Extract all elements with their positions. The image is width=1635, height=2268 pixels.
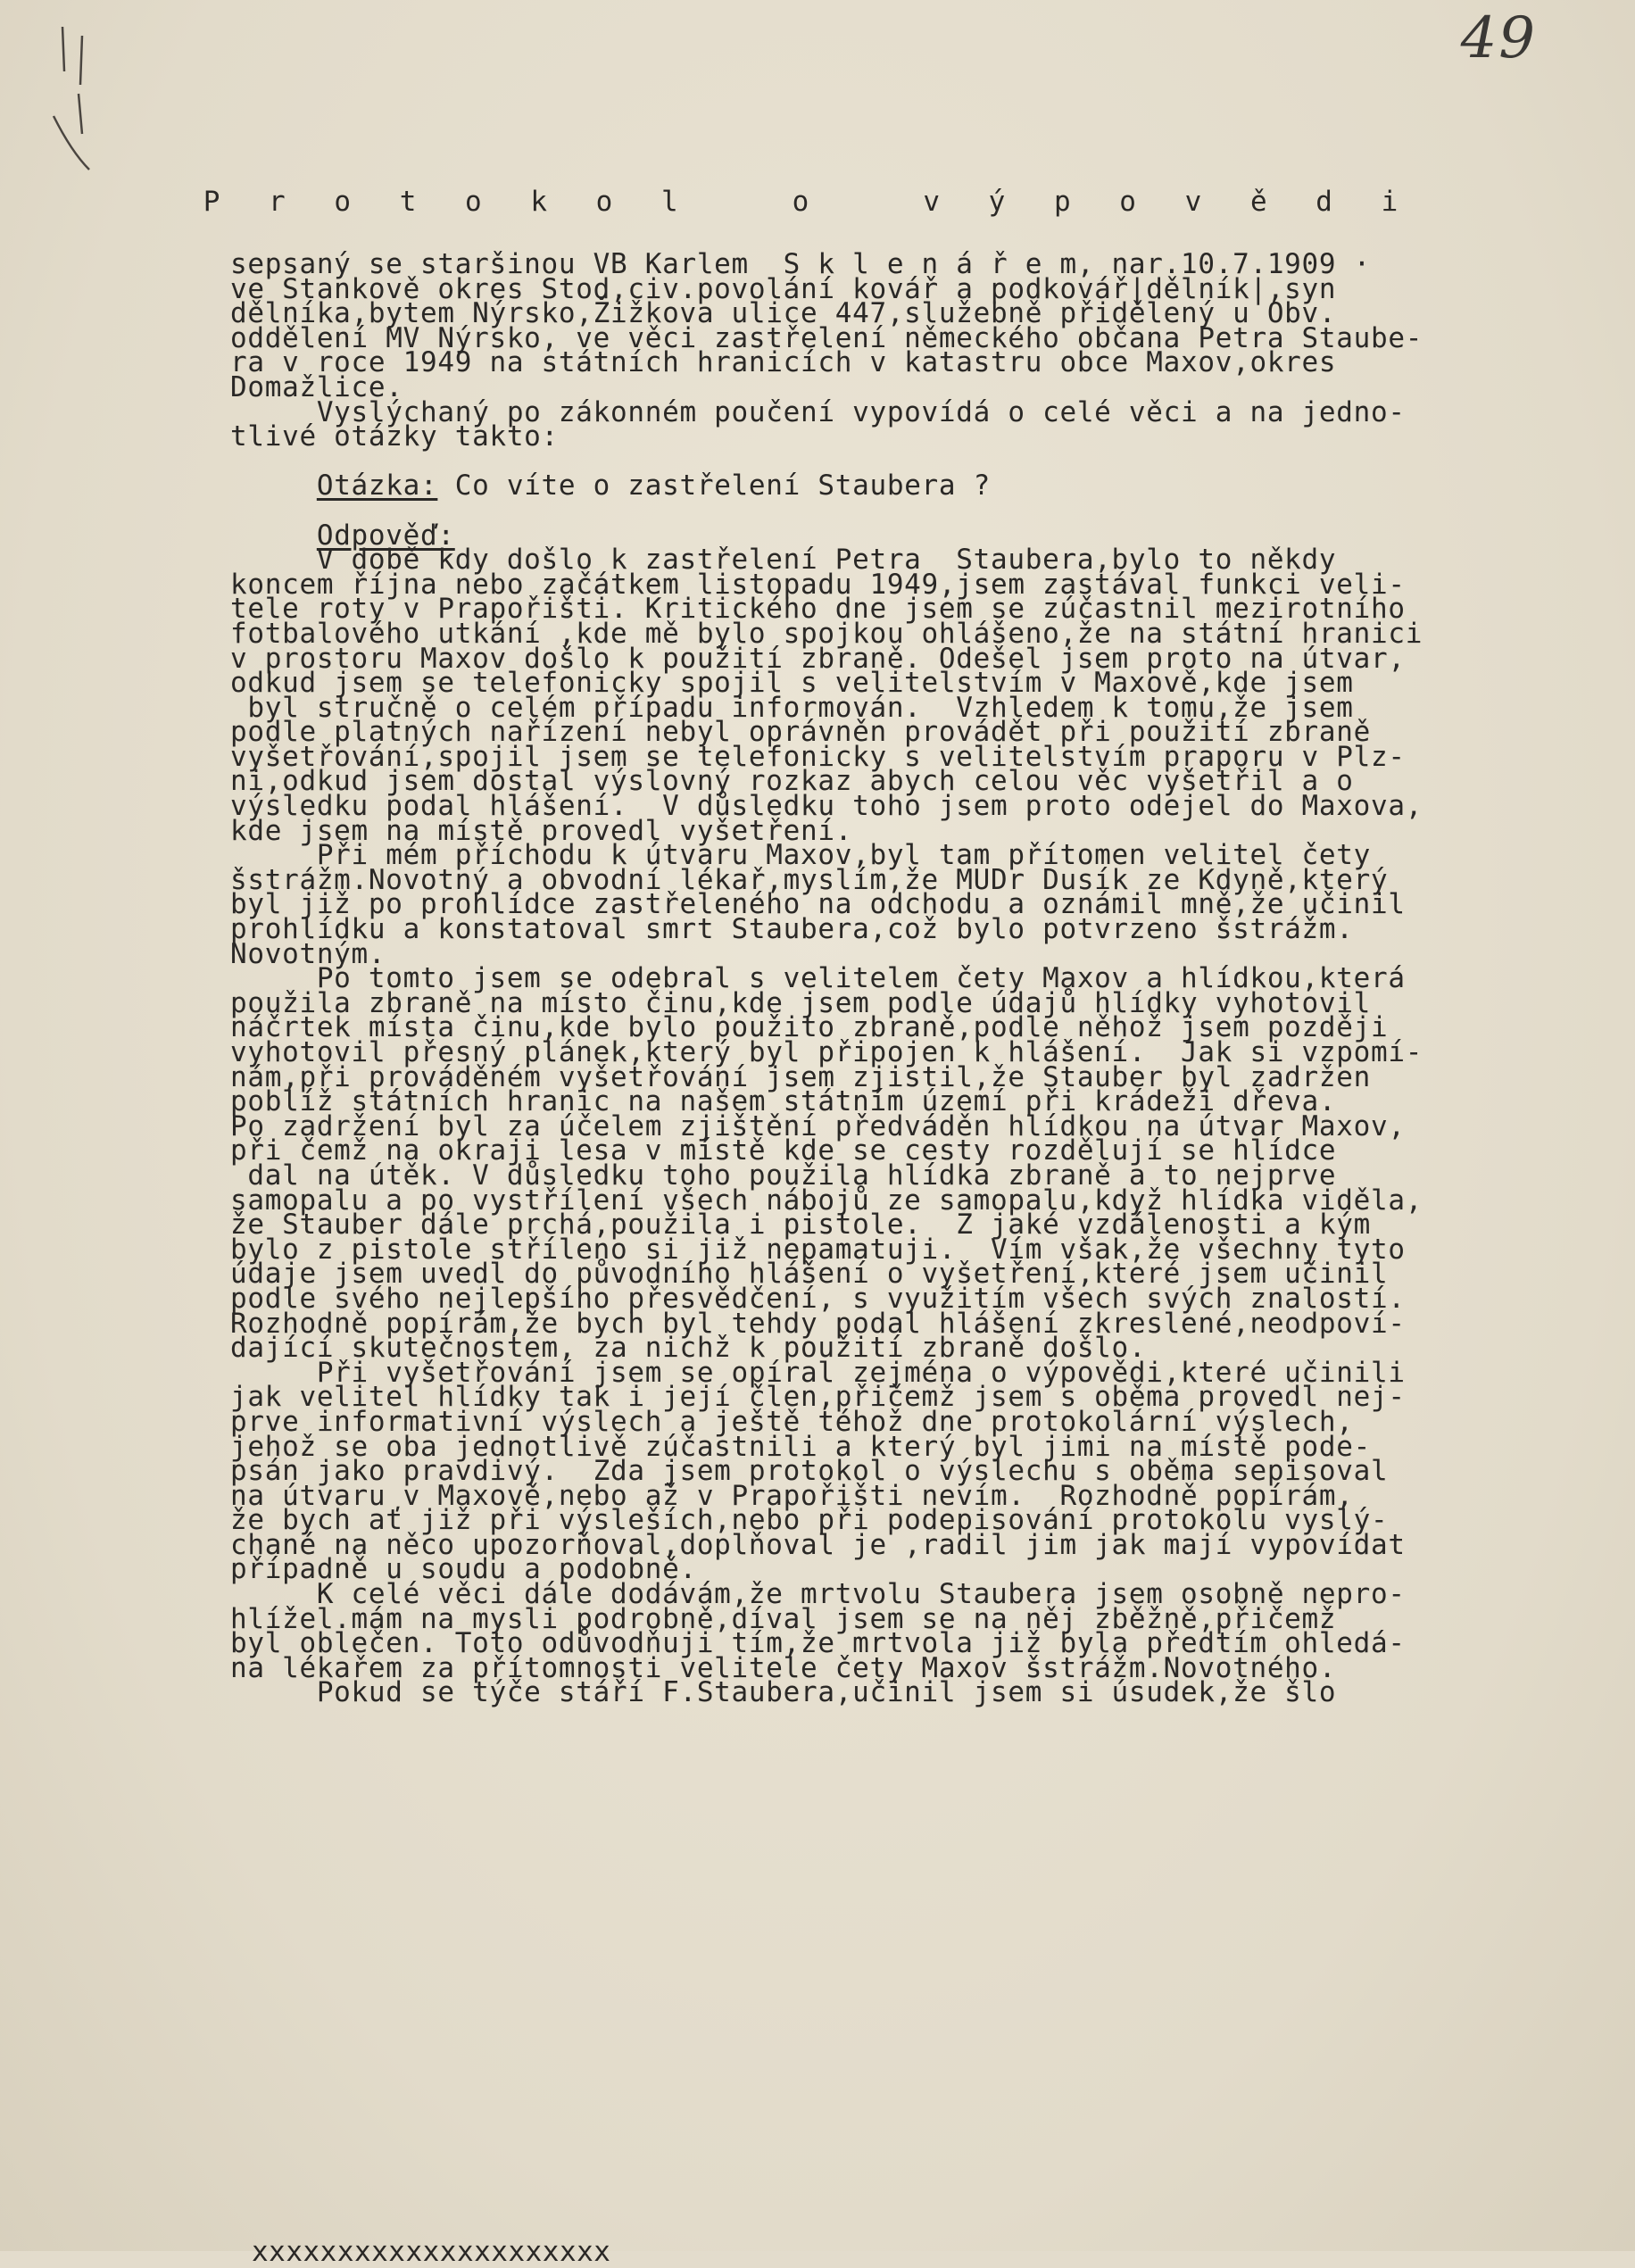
struck-out-line: xxxxxxxxxxxxxxxxxxxxx	[252, 2236, 611, 2268]
page-number: 49	[1460, 5, 1537, 71]
text-line: odkud jsem se telefonicky spojil s velitelstvím v Maxově,kde jsem	[230, 667, 1354, 700]
text-line: tlivé otázky takto:	[230, 420, 559, 453]
text-line: použila zbraně na místo činu,kde jsem podle údajů hlídky vyhotovil	[230, 986, 1371, 1019]
text-line: jehož se oba jednotlivě zúčastnili a který byl jimi na místě pode-	[230, 1430, 1371, 1463]
underlined-label: Odpověď:	[316, 519, 455, 552]
text-line: Vyslýchaný po zákonném poučení vypovídá o celé věci a na jedno-	[230, 395, 1406, 428]
text-line: dal na útěk. V důsledku toho použila hlídka zbraně a to nejprve	[230, 1159, 1337, 1192]
text-line: vyšetřování,spojil jsem se telefonicky s velitelstvím praporu v Plz-	[230, 740, 1406, 773]
document-title: P r o t o k o l o v ý p o v ě d i	[203, 186, 1415, 218]
text-line: případně u soudu a podobně.	[230, 1553, 697, 1586]
text-line: jak velitel hlídky tak i její člen,přičemž jsem s oběma provedl nej-	[230, 1381, 1406, 1414]
underlined-label: Otázka:	[316, 469, 438, 503]
text-line: byl oblečen. Toto odůvodňuji tím,že mrtvola již byla předtím ohledá-	[230, 1627, 1406, 1660]
text-line: Po tomto jsem se odebral s velitelem čety Maxov a hlídkou,která	[230, 962, 1406, 995]
text-line: výsledku podal hlášení. V důsledku toho jsem proto odejel do Maxova,	[230, 790, 1423, 823]
text-line: hlížel.mám na mysli podrobně,díval jsem se na něj zběžně,přičemž	[230, 1602, 1337, 1635]
text-line: údaje jsem uvedl do původního hlášení o vyšetření,které jsem učinil	[230, 1258, 1389, 1291]
text-line: nám,při prováděném vyšetřování jsem zjistil,že Stauber byl zadržen	[230, 1060, 1371, 1093]
text-line: oddělení MV Nýrsko, ve věci zastřelení německého občana Petra Staube-	[230, 321, 1423, 354]
text-line: Při mém příchodu k útvaru Maxov,byl tam přítomen velitel čety	[230, 839, 1371, 872]
text-line: tele roty v Prapořišti. Kritického dne jsem se zúčastnil mezirotního	[230, 593, 1406, 626]
text-line: byl stručně o celém případu informován. Vzhledem k tomu,že jsem	[230, 691, 1354, 724]
document-body	[230, 248, 1635, 1709]
text-line: dělníka,bytem Nýrsko,Žižkova ulice 447,služebně přidělený u Obv.	[230, 297, 1337, 330]
text-line: fotbalového utkání ,kde mě bylo spojkou ohlášeno,že na státní hranici	[230, 617, 1423, 650]
text-line: byl již po prohlídce zastřeleného na odchodu a oznámil mně,že učinil	[230, 888, 1406, 921]
margin-marks	[36, 18, 125, 179]
text-line: samopalu a po vystřílení všech nábojů ze samopalu,když hlídka viděla,	[230, 1184, 1423, 1217]
text-line: náčrtek místa činu,kde bylo použito zbraně,podle něhož jsem později	[230, 1011, 1389, 1044]
text-line: bylo z pistole stříleno si již nepamatuji. Vím však,že všechny tyto	[230, 1233, 1406, 1266]
text-line: K celé věci dále dodávám,že mrtvolu Staubera jsem osobně nepro-	[230, 1578, 1406, 1611]
text-line: chané na něco upozorňoval,doplňoval je ,radil jim jak mají vypovídat	[230, 1528, 1406, 1561]
text-line: podle svého nejlepšího přesvědčení, s využitím všech svých znalostí.	[230, 1282, 1406, 1315]
text-line: vyhotovil přesný plánek,který byl připojen k hlášení. Jak si vzpomí-	[230, 1036, 1423, 1068]
text-line: Po zadržení byl za účelem zjištění předváděn hlídkou na útvar Maxov,	[230, 1109, 1406, 1142]
text-line: na útvaru v Maxově,nebo až v Prapořišti nevím. Rozhodně popírám,	[230, 1479, 1354, 1512]
text-line: šstrážm.Novotný a obvodní lékař,myslím,že MUDr Dusík ze Kdyně,který	[230, 863, 1389, 896]
text-line: V době kdy došlo k zastřelení Petra Staubera,bylo to někdy	[230, 544, 1337, 577]
text-line: prve informativní výslech a ještě téhož dne protokolární výslech,	[230, 1405, 1354, 1438]
text-line: psán jako pravdivý. Zda jsem protokol o výslechu s oběma sepisoval	[230, 1455, 1389, 1488]
text-line: Novotným.	[230, 937, 386, 970]
text-line: sepsaný se staršinou VB Karlem S k l e n á ř e m, nar.10.7.1909 ·	[230, 248, 1371, 280]
text-line: že Stauber dále prchá,použila i pistole. Z jaké vzdálenosti a kým	[230, 1209, 1371, 1242]
text-line: kde jsem na místě provedl vyšetření.	[230, 814, 853, 847]
text-line: v prostoru Maxov došlo k použití zbraně. Odešel jsem proto na útvar,	[230, 642, 1406, 675]
text-line: prohlídku a konstatoval smrt Staubera,což bylo potvrzeno šstrážm.	[230, 913, 1354, 946]
text-line: ve Stankově okres Stod,civ.povolání kovář a podkovář|dělník|,syn	[230, 272, 1337, 305]
text-line: že bych ať již při výsleších,nebo při podepisování protokolu vyslý-	[230, 1504, 1389, 1537]
text-line: Domažlice.	[230, 370, 403, 403]
text-line: Rozhodně popírám,že bych byl tehdy podal hlášení zkreslené,neodpoví-	[230, 1307, 1406, 1340]
text-line: ra v roce 1949 na státních hranicích v katastru obce Maxov,okres	[230, 346, 1337, 379]
text-line: podle platných nařízení nebyl oprávněn provádět při použití zbraně	[230, 716, 1371, 749]
text-line: Otázka: Co víte o zastřelení Staubera ?	[316, 469, 992, 503]
text-line: koncem října nebo začátkem listopadu 1949,jsem zastával funkci veli-	[230, 568, 1406, 601]
text-line: při čemž na okraji lesa v místě kde se cesty rozdělují se hlídce	[230, 1134, 1337, 1167]
text-line: Pokud se týče stáří F.Staubera,učinil jsem si úsudek,že šlo	[230, 1676, 1337, 1709]
text-line: na lékařem za přítomnosti velitele čety Maxov šstrážm.Novotného.	[230, 1651, 1337, 1684]
text-line: Při vyšetřování jsem se opíral zejména o výpovědi,které učinili	[230, 1356, 1406, 1389]
text-line: poblíž státních hranic na našem státním území při krádeži dřeva.	[230, 1085, 1337, 1118]
text-line: dající skutečnostem, za nichž k použití zbraně došlo.	[230, 1332, 1147, 1365]
text-line: ni,odkud jsem dostal výslovný rozkaz abych celou věc vyšetřil a o	[230, 765, 1354, 798]
